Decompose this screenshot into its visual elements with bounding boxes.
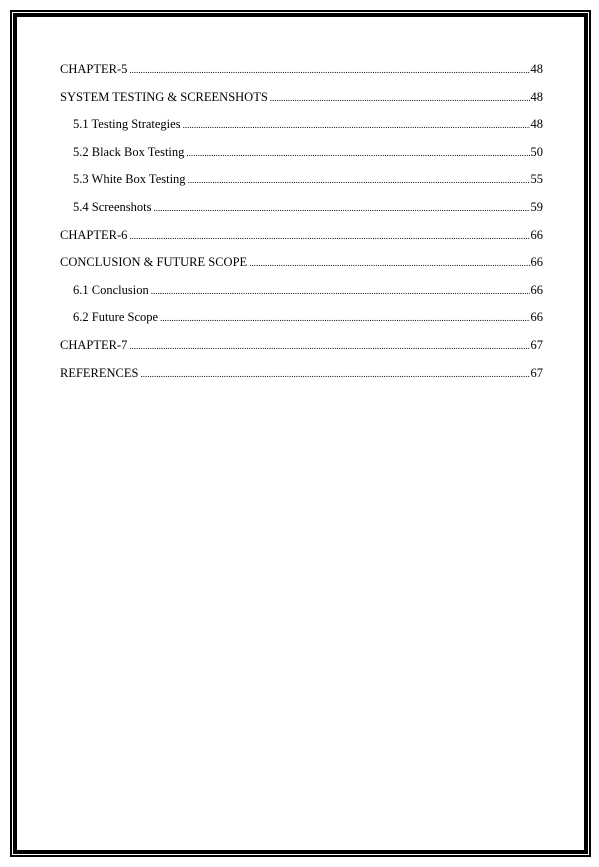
toc-entry-page: 55	[530, 172, 543, 187]
toc-entry-black-box-testing	[60, 144, 543, 172]
toc-dot-leader	[183, 117, 530, 134]
toc-entry-chapter-7	[60, 337, 543, 365]
toc-entry-page: 48	[530, 117, 543, 132]
toc-entry-page: 48	[530, 62, 543, 76]
toc-dot-leader	[129, 338, 529, 355]
toc-entry-page: 66	[530, 227, 543, 242]
table-of-contents	[60, 61, 543, 392]
toc-entry-future-scope	[60, 309, 543, 337]
toc-entry-page: 67	[530, 365, 543, 380]
toc-entry-page: 48	[530, 89, 543, 104]
toc-entry-testing-strategies	[60, 116, 543, 144]
toc-entry-label: CHAPTER-7	[60, 337, 128, 352]
toc-dot-leader	[186, 145, 529, 162]
toc-dot-leader	[160, 310, 529, 327]
toc-entry-white-box-testing	[60, 171, 543, 199]
toc-dot-leader	[153, 200, 529, 217]
toc-dot-leader	[151, 283, 530, 300]
toc-entry-page: 59	[530, 199, 543, 214]
toc-entry-label: 5.3 White Box Testing	[73, 172, 186, 187]
toc-entry-label: CONCLUSION & FUTURE SCOPE	[60, 255, 248, 270]
toc-entry-page: 66	[530, 310, 543, 325]
toc-dot-leader	[129, 228, 529, 245]
toc-entry-conclusion-future-scope	[60, 254, 543, 282]
toc-entry-label: 6.1 Conclusion	[73, 282, 149, 297]
toc-entry-chapter-5	[60, 61, 543, 89]
toc-entry-system-testing	[60, 89, 543, 117]
toc-dot-leader	[188, 172, 530, 189]
toc-entry-label: 5.2 Black Box Testing	[73, 144, 185, 159]
toc-entry-references	[60, 365, 543, 393]
toc-entry-conclusion	[60, 282, 543, 310]
toc-dot-leader	[249, 255, 529, 272]
toc-entry-page: 66	[530, 282, 543, 297]
toc-entry-page: 50	[530, 144, 543, 159]
toc-entry-page: 66	[530, 255, 543, 270]
toc-entry-screenshots	[60, 199, 543, 227]
toc-entry-label: REFERENCES	[60, 365, 139, 380]
toc-entry-chapter-6	[60, 227, 543, 255]
toc-entry-label: CHAPTER-6	[60, 227, 128, 242]
toc-dot-leader	[270, 90, 530, 107]
toc-dot-leader	[129, 62, 529, 79]
toc-entry-label: CHAPTER-5	[60, 62, 128, 76]
toc-entry-page: 67	[530, 337, 543, 352]
toc-entry-label: 6.2 Future Scope	[73, 310, 159, 325]
toc-entry-label: 5.1 Testing Strategies	[73, 117, 181, 132]
toc-entry-label: 5.4 Screenshots	[73, 199, 152, 214]
toc-entry-label: SYSTEM TESTING & SCREENSHOTS	[60, 89, 268, 104]
toc-dot-leader	[141, 366, 530, 383]
